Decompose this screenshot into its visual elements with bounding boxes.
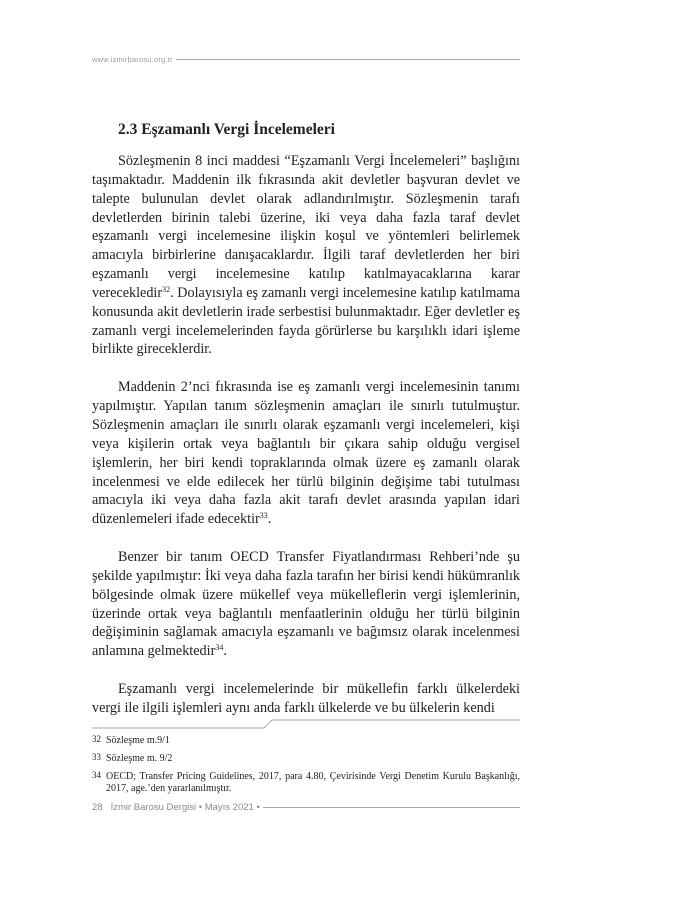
body-text: [92, 152, 520, 718]
footnote-ref: 32: [162, 284, 171, 294]
paragraph-tail: .: [223, 643, 227, 660]
paragraph-2: [92, 378, 520, 529]
paragraph-text: Sözleşmenin 8 inci maddesi “Eşzamanlı Vergi İncelemeleri” başlığını taşımaktadır. Maddenin ilk fıkrasında akit devletler başvuran devlet ve talepte bulunulan devlet olarak adlandırılmıştır. Sözleşmenin tarafı devletlerden birinin talebi üzerine, iki veya daha fazla taraf devlet eşzamanlı vergi incelemesine ilişkin koşul ve yöntemleri belirlemek amacıyla birbirlerine danışacaklardır. İlgili taraf devletlerden her biri eşzamanlı vergi incelemesine katılıp katılmayacaklarına karar verecekledir: [92, 153, 520, 301]
paragraph-text: Benzer bir tanım OECD Transfer Fiyatlandırması Rehberi’nde şu şekilde yapılmıştır: İki veya daha fazla tarafın her birisi kendi hükümranlık bölgesinde olmak üzere mükellef veya mükelleflerin vergi işlemlerinin, üzerinde ortak veya bağlantılı menfaatlerinin olduğu her türlü bilginin değişiminin sağlamak amacıyla eşzamanlı ve bağımsız olarak incelenmesi anlamına gelmektedir: [92, 549, 520, 660]
footnote-item: [92, 771, 520, 795]
footnote-separator: [92, 716, 520, 730]
paragraph-tail: .: [267, 511, 272, 528]
header-rule: [176, 59, 520, 60]
footnote-text: Sözleşme m.9/1: [106, 735, 170, 746]
footnote-text: Sözleşme m. 9/2: [106, 753, 173, 764]
footnote-number: 33: [92, 752, 101, 762]
paragraph-4: [92, 680, 520, 718]
footnotes: [92, 735, 520, 801]
footnote-item: [92, 735, 520, 747]
footer-rule: [263, 807, 520, 808]
page-number: 28: [92, 801, 103, 813]
footnote-number: 34: [92, 770, 101, 780]
paragraph-1: [92, 152, 520, 359]
paragraph-3: [92, 548, 520, 661]
paragraph-text: Maddenin 2’nci fıkrasında ise eş zamanlı vergi incelemesinin tanımı yapılmıştır. Yapılan tanım sözleşmenin amaçları ile sınırlı tutulmuştur. Sözleşmenin amaçları ile sınırlı olarak eşzamanlı vergi incelemeleri, kişi veya kişilerin ortak veya bağlantılı bir çıkara sahip olduğu vergisel işlemlerin, her biri kendi topraklarında olmak üzere eş zamanlı olarak incelenmesi ve elde edilecek her türlü bilginin değişime tabi tutulması amacıyla iki veya daha fazla akit tarafı devlet arasında yapılan idari düzenlemeleri ifade edecektir: [92, 379, 520, 528]
journal-name: İzmir Barosu Dergisi • Mayıs 2021 •: [110, 801, 260, 813]
footnote-number: 32: [92, 734, 101, 744]
footnote-text: OECD; Transfer Pricing Guidelines, 2017, para 4.80, Çevirisinde Vergi Denetim Kurulu Başkanlığı, 2017, age.’den yararlanılmıştır.: [106, 771, 520, 794]
footnote-ref: 34: [215, 643, 224, 653]
footnote-ref: 33: [259, 511, 268, 521]
page-header: [92, 53, 520, 65]
section-title: 2.3 Eşzamanlı Vergi İncelemeleri: [118, 121, 335, 138]
paragraph-tail: . Dolayısıyla eş zamanlı vergi incelemesine katılıp katılmama konusunda akit devletlerin irade serbestisi bulunmaktadır. Eğer devletler eş zamanlı vergi incelemelerinden fayda görürlerse bu karşılıklı idari işleme birlikte gireceklerdir.: [92, 284, 520, 358]
footnote-item: [92, 753, 520, 765]
header-url: www.izmirbarosu.org.tr: [92, 54, 173, 64]
paragraph-text: Eşzamanlı vergi incelemelerinde bir mükellefin farklı ülkelerdeki vergi ile ilgili işlemleri aynı anda farklı ülkelerde ve bu ülkelerin kendi: [92, 681, 520, 716]
page-footer: [92, 800, 520, 814]
